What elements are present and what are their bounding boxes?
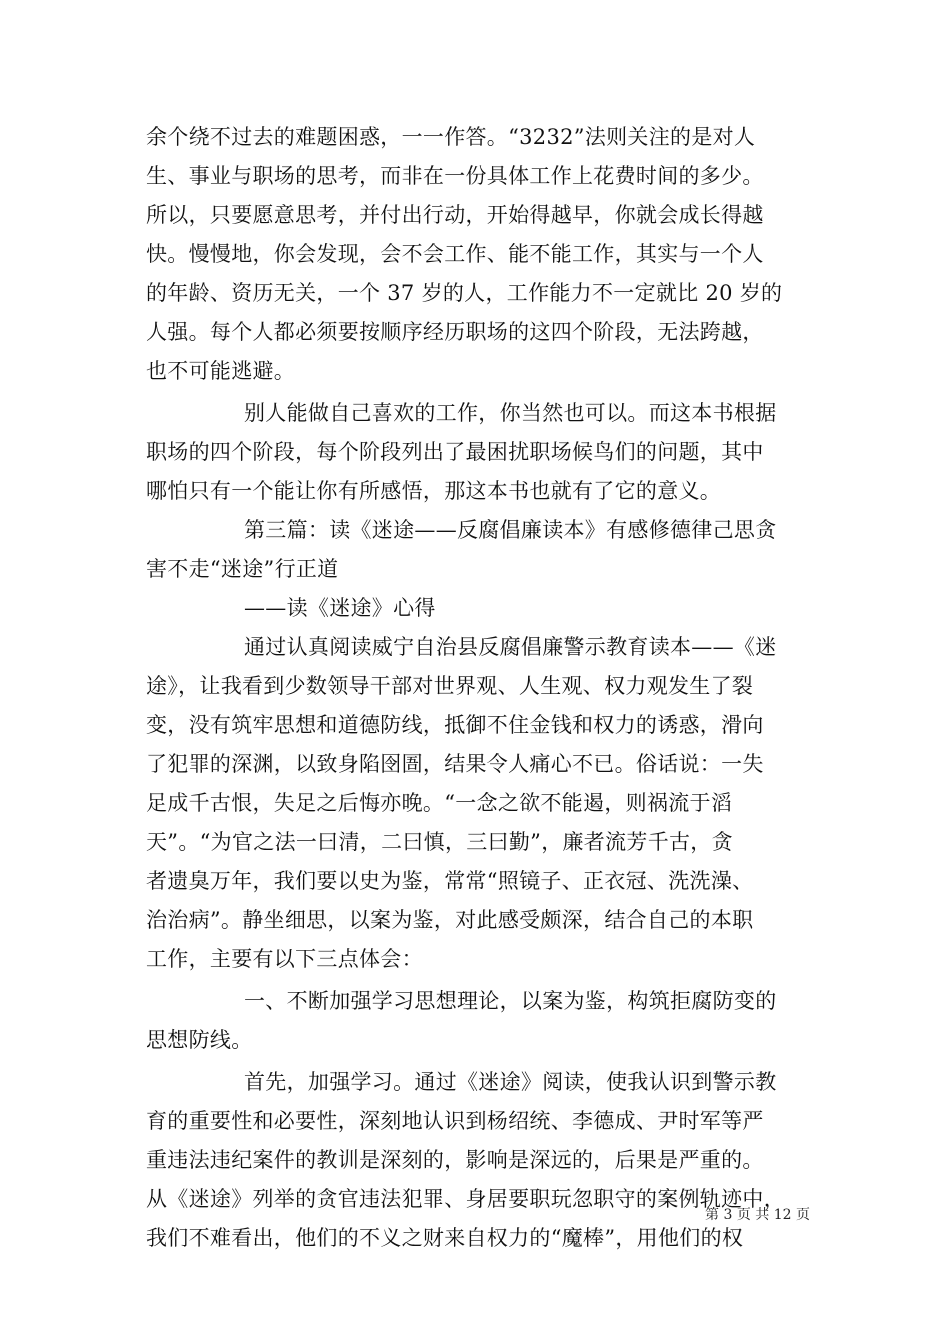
text-line: 的年龄、资历无关，一个 37 岁的人，工作能力不一定就比 20 岁的 <box>146 281 783 305</box>
point-heading-line: 思想防线。 <box>146 1028 253 1052</box>
paragraph-first-line: 通过认真阅读威宁自治县反腐倡廉警示教育读本——《迷 <box>244 635 777 659</box>
paragraph-first-line: 别人能做自己喜欢的工作，你当然也可以。而这本书根据 <box>244 401 777 425</box>
point-heading-line: 一、不断加强学习思想理论，以案为鉴，构筑拒腐防变的 <box>244 989 777 1013</box>
text-line: 快。慢慢地，你会发现，会不会工作、能不能工作，其实与一个人 <box>146 242 764 266</box>
page-number-footer: 第 3 页 共 12 页 <box>705 1207 810 1223</box>
section-subtitle: ——读《迷途》心得 <box>244 596 436 620</box>
text-line: 职场的四个阶段，每个阶段列出了最困扰职场候鸟们的问题，其中 <box>146 440 764 464</box>
text-line: 者遗臭万年，我们要以史为鉴，常常“照镜子、正衣冠、洗洗澡、 <box>146 869 754 893</box>
text-line: 人强。每个人都必须要按顺序经历职场的这四个阶段，无法跨越， <box>146 320 764 344</box>
section-heading-line: 害不走“迷途”行正道 <box>146 557 339 581</box>
text-line: 重违法违纪案件的教训是深刻的，影响是深远的，后果是严重的。 <box>146 1148 764 1172</box>
text-line: 途》，让我看到少数领导干部对世界观、人生观、权力观发生了裂 <box>146 674 754 698</box>
text-line: 哪怕只有一个能让你有所感悟，那这本书也就有了它的意义。 <box>146 479 722 503</box>
text-line: 从《迷途》列举的贪官违法犯罪、身居要职玩忽职守的案例轨迹中， <box>146 1187 785 1211</box>
text-line: 生、事业与职场的思考，而非在一份具体工作上花费时间的多少。 <box>146 164 764 188</box>
text-line: 所以，只要愿意思考，并付出行动，开始得越早，你就会成长得越 <box>146 203 764 227</box>
text-line: 余个绕不过去的难题困惑，一一作答。“3232”法则关注的是对人 <box>146 125 756 149</box>
text-line: 治治病”。静坐细思，以案为鉴，对此感受颇深，结合自己的本职 <box>146 908 754 932</box>
paragraph-first-line: 首先，加强学习。通过《迷途》阅读，使我认识到警示教 <box>244 1070 777 1094</box>
text-line: 了犯罪的深渊，以致身陷囹圄，结果令人痛心不已。俗话说：一失 <box>146 752 764 776</box>
document-body <box>146 118 810 1258</box>
text-line: 工作，主要有以下三点体会： <box>146 947 423 971</box>
text-line: 我们不难看出，他们的不义之财来自权力的“魔棒”，用他们的权 <box>146 1226 744 1250</box>
section-heading-line: 第三篇：读《迷途——反腐倡廉读本》有感修德律己思贪 <box>244 518 777 542</box>
text-line: 足成千古恨，失足之后悔亦晚。“一念之欲不能遏，则祸流于滔 <box>146 791 733 815</box>
text-line: 也不可能逃避。 <box>146 359 296 383</box>
text-line: 变，没有筑牢思想和道德防线，抵御不住金钱和权力的诱惑，滑向 <box>146 713 764 737</box>
text-line: 育的重要性和必要性，深刻地认识到杨绍统、李德成、尹时军等严 <box>146 1109 764 1133</box>
text-line: 天”。“为官之法一曰清，二曰慎，三曰勤”，廉者流芳千古，贪 <box>146 830 733 854</box>
